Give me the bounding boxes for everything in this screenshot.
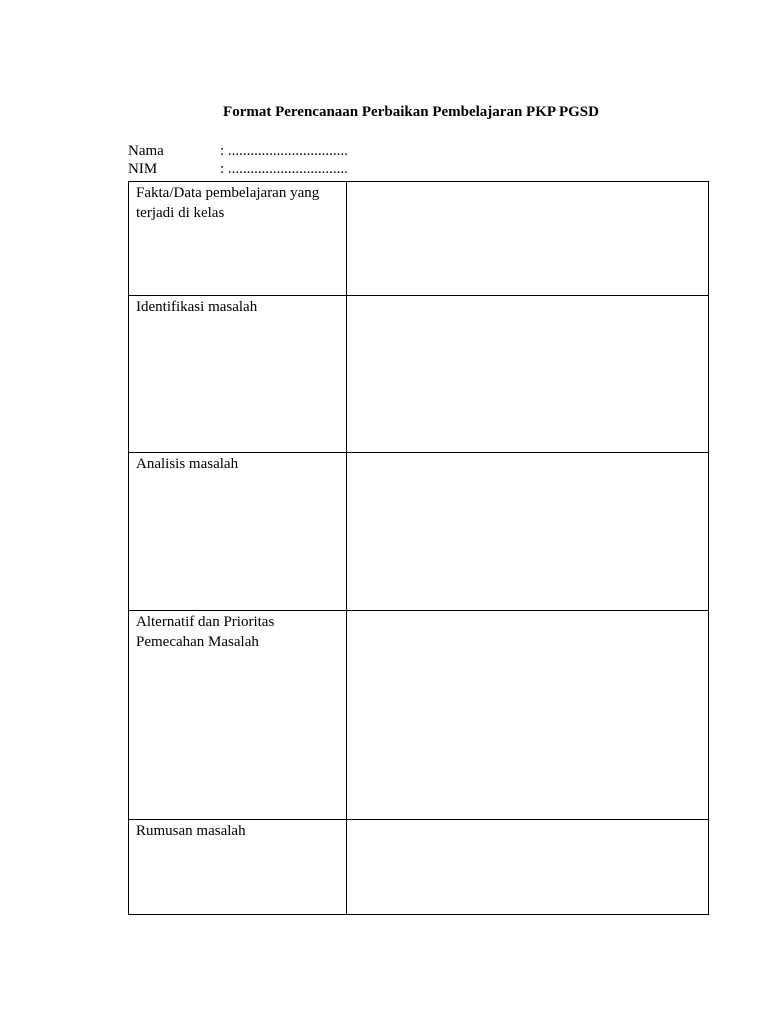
row-value-identifikasi-masalah bbox=[347, 296, 709, 453]
row-label-identifikasi-masalah: Identifikasi masalah bbox=[129, 296, 347, 453]
row-value-alternatif-prioritas bbox=[347, 611, 709, 820]
table-row-fakta-data bbox=[129, 182, 709, 296]
planning-form-table bbox=[128, 181, 709, 915]
nim-field bbox=[128, 160, 348, 178]
row-label-analisis-masalah: Analisis masalah bbox=[129, 453, 347, 611]
nim-value: : ................................ bbox=[220, 161, 348, 177]
table-row-alternatif-prioritas bbox=[129, 611, 709, 820]
row-value-fakta-data bbox=[347, 182, 709, 296]
row-label-alternatif-prioritas: Alternatif dan Prioritas Pemecahan Masalah bbox=[129, 611, 347, 820]
table-row-rumusan-masalah bbox=[129, 820, 709, 915]
name-value: : ................................ bbox=[220, 143, 348, 159]
row-label-fakta-data: Fakta/Data pembelajaran yang terjadi di kelas bbox=[129, 182, 347, 296]
name-label: Nama bbox=[128, 143, 164, 159]
row-label-rumusan-masalah: Rumusan masalah bbox=[129, 820, 347, 915]
table-row-identifikasi-masalah bbox=[129, 296, 709, 453]
page-title: Format Perencanaan Perbaikan Pembelajaran PKP PGSD bbox=[223, 104, 599, 120]
nim-label: NIM bbox=[128, 161, 158, 177]
row-value-rumusan-masalah bbox=[347, 820, 709, 915]
table-row-analisis-masalah bbox=[129, 453, 709, 611]
row-value-analisis-masalah bbox=[347, 453, 709, 611]
name-field bbox=[128, 142, 348, 160]
